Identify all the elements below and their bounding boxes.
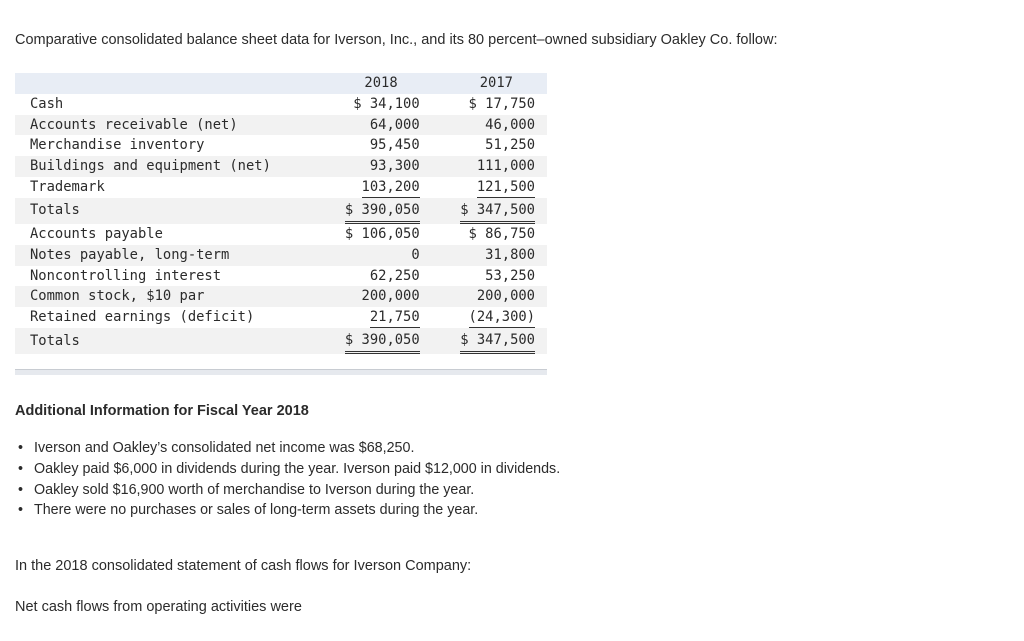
value-2017: 200,000: [432, 286, 547, 307]
value-2017: (24,300): [469, 308, 535, 328]
bullet-icon: •: [18, 440, 24, 456]
value-2017: $ 347,500: [460, 199, 535, 224]
table-row-total: [15, 198, 547, 224]
table-row: [15, 286, 547, 307]
row-label: Trademark: [30, 179, 105, 196]
value-2017: 111,000: [432, 156, 547, 177]
list-item: [15, 480, 560, 501]
header-label-cell: [15, 73, 316, 94]
table-row-total: [15, 328, 547, 354]
table-row: [15, 94, 547, 115]
value-2018: $ 106,050: [344, 225, 420, 242]
list-item: [15, 438, 560, 459]
list-item-text: Iverson and Oakley’s consolidated net income was $68,250.: [34, 440, 415, 456]
balance-sheet-table: [15, 73, 547, 354]
value-2018: $ 390,050: [345, 199, 420, 224]
row-label: Common stock, $10 par: [15, 286, 316, 307]
table-row: [15, 115, 547, 136]
row-label: Noncontrolling interest: [30, 267, 222, 284]
additional-info-title: Additional Information for Fiscal Year 2018: [15, 403, 309, 419]
value-2017: $ 86,750: [468, 225, 535, 242]
header-2017: 2017: [432, 73, 547, 94]
question-text: In the 2018 consolidated statement of cash flows for Iverson Company:: [15, 558, 472, 574]
bullet-icon: •: [18, 502, 24, 519]
value-2018: 64,000: [316, 115, 431, 136]
horizontal-scrollbar[interactable]: [15, 369, 547, 375]
table-row: [15, 266, 547, 287]
value-2017-cell: [432, 198, 547, 224]
value-2018: 62,250: [369, 267, 420, 284]
value-2017-cell: [432, 328, 547, 354]
value-2017: 121,500: [477, 178, 535, 198]
header-2018: 2018: [316, 73, 431, 94]
value-2018: 21,750: [370, 308, 420, 328]
table-row: [15, 224, 547, 245]
row-label: Accounts payable: [30, 225, 163, 242]
bullet-icon: •: [18, 460, 24, 477]
table-header-row: [15, 73, 547, 94]
value-2017: 53,250: [485, 267, 535, 284]
value-2017: 46,000: [432, 115, 547, 136]
value-2017-cell: [432, 307, 547, 328]
value-2017: 51,250: [485, 137, 535, 154]
list-item-text: Oakley paid $6,000 in dividends during the year. Iverson paid $12,000 in dividends.: [34, 460, 561, 477]
value-2017: $ 17,750: [468, 95, 535, 112]
row-label: Notes payable, long-term: [15, 245, 316, 266]
table-row: [15, 135, 547, 156]
value-2018: $ 390,050: [345, 329, 420, 354]
value-2017-cell: [432, 177, 547, 198]
table-row: [15, 245, 547, 266]
list-item: [15, 459, 560, 480]
table-row: [15, 156, 547, 177]
value-2018: $ 34,100: [353, 95, 420, 112]
value-2017: 31,800: [432, 245, 547, 266]
row-label: Retained earnings (deficit): [30, 309, 255, 326]
row-label: Buildings and equipment (net): [15, 156, 316, 177]
list-item: [15, 500, 560, 521]
row-label: Merchandise inventory: [30, 137, 205, 154]
value-2018: 0: [316, 245, 431, 266]
additional-info-list: [15, 438, 560, 521]
row-label: Totals: [15, 328, 316, 354]
value-2018: 200,000: [316, 286, 431, 307]
prompt-text: Net cash flows from operating activities were: [15, 599, 302, 615]
value-2018: 93,300: [316, 156, 431, 177]
table-row: [15, 307, 547, 328]
list-item-text: There were no purchases or sales of long-term assets during the year.: [34, 502, 479, 519]
row-label: Accounts receivable (net): [15, 115, 316, 136]
value-2018-cell: [316, 328, 431, 354]
row-label: Totals: [15, 198, 316, 224]
value-2018-cell: [316, 307, 431, 328]
row-label: Cash: [30, 95, 64, 112]
table-row: [15, 177, 547, 198]
intro-text: Comparative consolidated balance sheet data for Iverson, Inc., and its 80 percent–owned subsidiary Oakley Co. follow:: [15, 32, 778, 48]
list-item-text: Oakley sold $16,900 worth of merchandise to Iverson during the year.: [34, 481, 475, 498]
value-2017: $ 347,500: [460, 329, 535, 354]
bullet-icon: •: [18, 481, 24, 498]
value-2018-cell: [316, 177, 431, 198]
value-2018: 95,450: [369, 137, 420, 154]
value-2018-cell: [316, 198, 431, 224]
value-2018: 103,200: [362, 178, 420, 198]
